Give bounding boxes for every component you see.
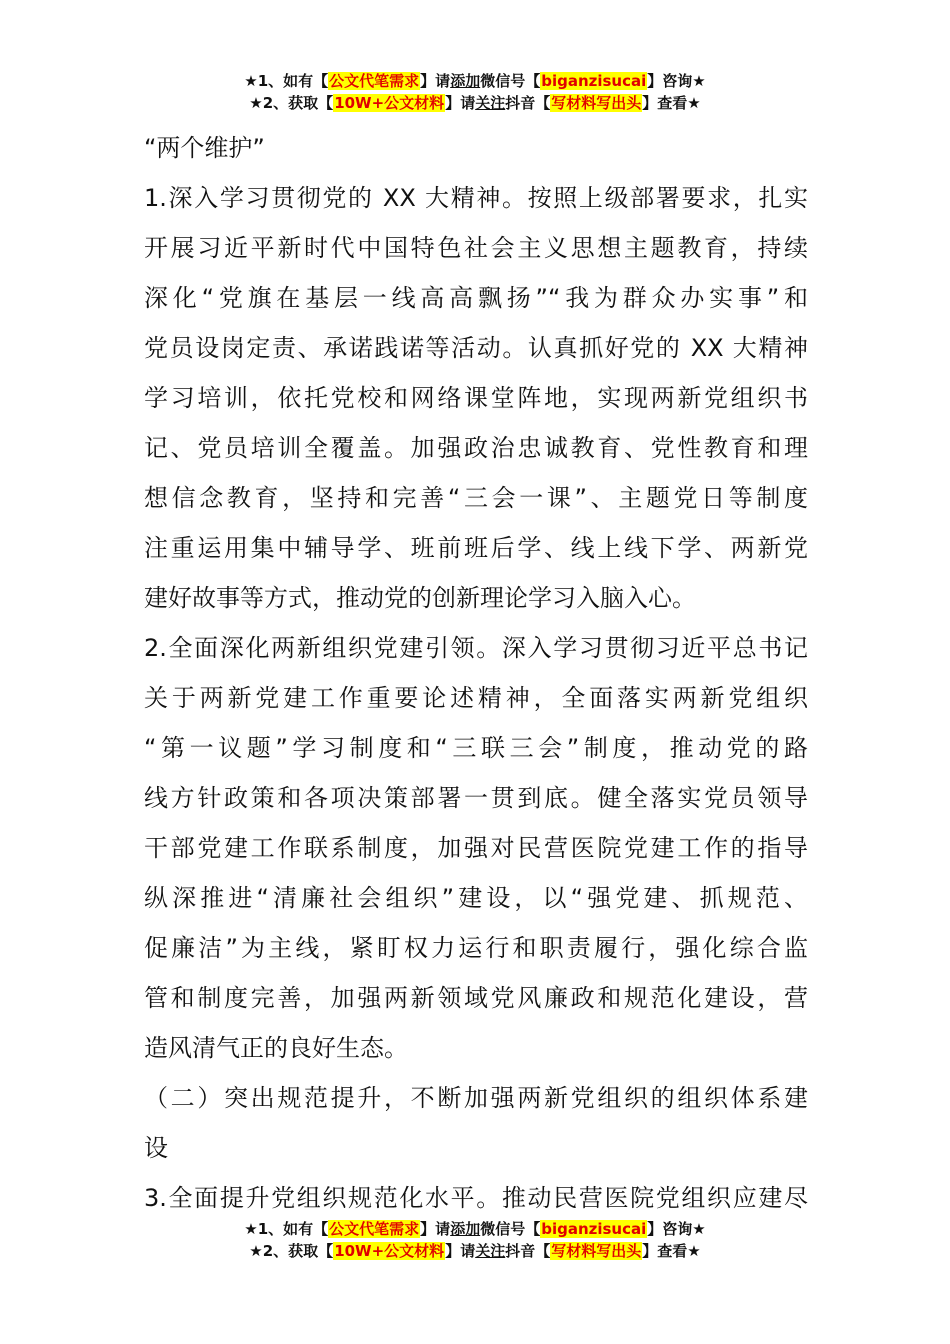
text-line: 学习培训，依托党校和网络课堂阵地，实现两新党组织书 <box>144 384 808 412</box>
text-line: 纵深推进“清廉社会组织”建设，以“强党建、抓规范、 <box>144 884 808 912</box>
banner-text: 微信号【 <box>480 1220 541 1238</box>
banner-line-1 <box>0 70 950 92</box>
banner-text: 】请 <box>445 1242 476 1260</box>
banner-text: ★2、获取【 <box>249 94 334 112</box>
text-line: 记、党员培训全覆盖。加强政治忠诚教育、党性教育和理 <box>144 434 808 462</box>
banner-text: 】咨询★ <box>647 1220 706 1238</box>
document-body <box>144 123 808 1223</box>
banner-highlight: biganzisucai <box>541 1220 647 1238</box>
section-heading: （二）突出规范提升，不断加强两新党组织的组织体系建 <box>144 1084 808 1112</box>
header-banner <box>0 70 950 114</box>
banner-text: 】请 <box>445 94 476 112</box>
banner-highlight: 10W+公文材料 <box>334 94 445 112</box>
text-line: 关于两新党建工作重要论述精神，全面落实两新党组织 <box>144 684 808 712</box>
banner-text: 】查看★ <box>642 1242 701 1260</box>
banner-text: ★1、如有【 <box>244 72 329 90</box>
text-line: 注重运用集中辅导学、班前班后学、线上线下学、两新党 <box>144 534 808 562</box>
banner-text: 】请 <box>420 1220 451 1238</box>
banner-highlight: 公文代笔需求 <box>329 72 420 90</box>
banner-highlight: biganzisucai <box>541 72 647 90</box>
banner-text: 】请 <box>420 72 451 90</box>
banner-underline: 添加 <box>450 72 481 90</box>
banner-highlight: 写材料写出头 <box>551 1242 642 1260</box>
banner-text: ★2、获取【 <box>249 1242 334 1260</box>
banner-line-2 <box>0 92 950 114</box>
text-line: 党员设岗定责、承诺践诺等活动。认真抓好党的 XX 大精神 <box>144 334 808 362</box>
footer-banner <box>0 1218 950 1262</box>
text-line: 开展习近平新时代中国特色社会主义思想主题教育，持续 <box>144 234 808 262</box>
banner-line-1 <box>0 1218 950 1240</box>
banner-text: ★1、如有【 <box>244 1220 329 1238</box>
text-line: 管和制度完善，加强两新领域党风廉政和规范化建设，营 <box>144 984 808 1012</box>
text-line: 造风清气正的良好生态。 <box>144 1034 408 1062</box>
text-line: 深化“党旗在基层一线高高飘扬”“我为群众办实事”和 <box>144 284 808 312</box>
banner-highlight: 写材料写出头 <box>551 94 642 112</box>
banner-text: 抖音【 <box>505 1242 551 1260</box>
text-line: 建好故事等方式，推动党的创新理论学习入脑入心。 <box>144 584 696 612</box>
banner-underline: 关注 <box>475 1242 506 1260</box>
text-line: 3.全面提升党组织规范化水平。推动民营医院党组织应建尽 <box>144 1184 808 1212</box>
banner-text: 】查看★ <box>642 94 701 112</box>
banner-underline: 关注 <box>475 94 506 112</box>
text-line: 2.全面深化两新组织党建引领。深入学习贯彻习近平总书记 <box>144 634 808 662</box>
banner-underline: 添加 <box>450 1220 481 1238</box>
text-line: 促廉洁”为主线，紧盯权力运行和职责履行，强化综合监 <box>144 934 808 962</box>
section-heading-cont: 设 <box>144 1134 168 1162</box>
text-line: “两个维护” <box>144 134 265 162</box>
text-line: 1.深入学习贯彻党的 XX 大精神。按照上级部署要求，扎实 <box>144 184 808 212</box>
text-line: 线方针政策和各项决策部署一贯到底。健全落实党员领导 <box>144 784 808 812</box>
banner-highlight: 公文代笔需求 <box>329 1220 420 1238</box>
text-line: 想信念教育，坚持和完善“三会一课”、主题党日等制度 <box>144 484 808 512</box>
banner-line-2 <box>0 1240 950 1262</box>
banner-highlight: 10W+公文材料 <box>334 1242 445 1260</box>
banner-text: 微信号【 <box>480 72 541 90</box>
text-line: 干部党建工作联系制度，加强对民营医院党建工作的指导 <box>144 834 808 862</box>
banner-text: 抖音【 <box>505 94 551 112</box>
banner-text: 】咨询★ <box>647 72 706 90</box>
text-line: “第一议题”学习制度和“三联三会”制度，推动党的路 <box>144 734 808 762</box>
